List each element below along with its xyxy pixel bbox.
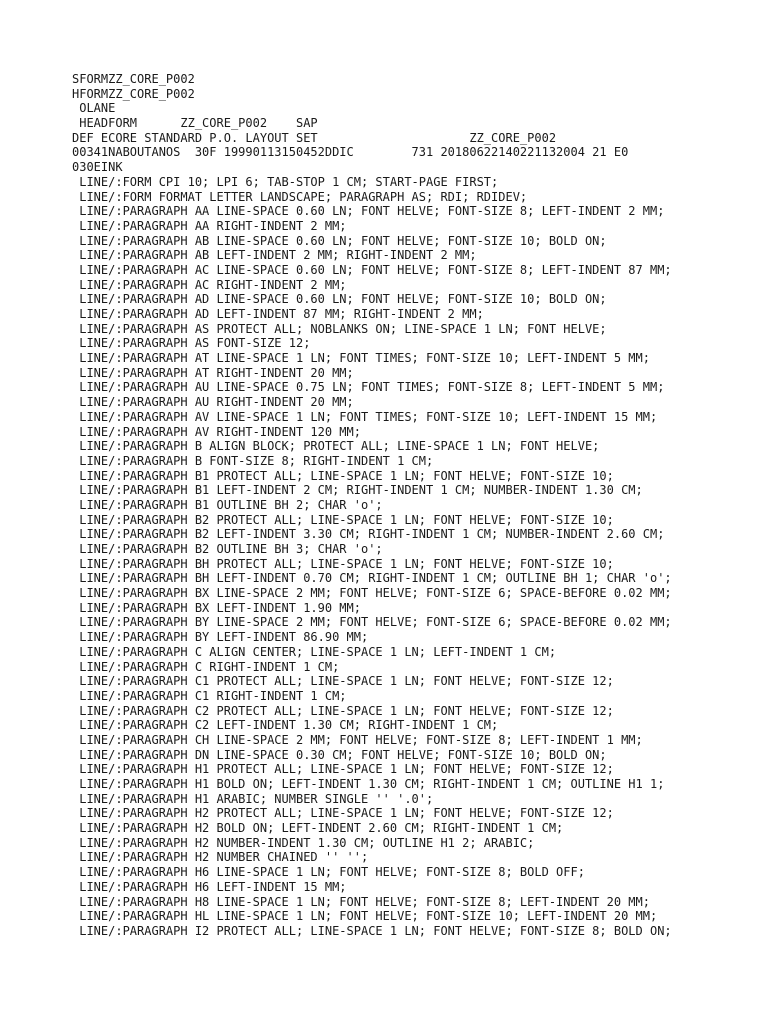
document-line: LINE/:PARAGRAPH AA RIGHT-INDENT 2 MM;: [72, 218, 347, 233]
document-line: LINE/:PARAGRAPH BY LINE-SPACE 2 MM; FONT HELVE; FONT-SIZE 6; SPACE-BEFORE 0.02 MM;: [72, 615, 672, 630]
document-line: LINE/:PARAGRAPH C RIGHT-INDENT 1 CM;: [72, 659, 340, 674]
document-line: LINE/:PARAGRAPH AD LEFT-INDENT 87 MM; RIGHT-INDENT 2 MM;: [72, 307, 484, 321]
document-line: LINE/:PARAGRAPH C ALIGN CENTER; LINE-SPACE 1 LN; LEFT-INDENT 1 CM;: [72, 644, 557, 659]
document-line: LINE/:PARAGRAPH BX LINE-SPACE 2 MM; FONT HELVE; FONT-SIZE 6; SPACE-BEFORE 0.02 MM;: [72, 586, 672, 601]
document-line: LINE/:PARAGRAPH AB LINE-SPACE 0.60 LN; FONT HELVE; FONT-SIZE 10; BOLD ON;: [72, 233, 607, 248]
document-line: LINE/:PARAGRAPH CH LINE-SPACE 2 MM; FONT HELVE; FONT-SIZE 8; LEFT-INDENT 1 MM;: [72, 732, 643, 747]
document-line: LINE/:PARAGRAPH B FONT-SIZE 8; RIGHT-INDENT 1 CM;: [72, 453, 434, 468]
document-line: LINE/:PARAGRAPH H2 PROTECT ALL; LINE-SPACE 1 LN; FONT HELVE; FONT-SIZE 12;: [72, 806, 614, 821]
document-line: LINE/:PARAGRAPH H6 LEFT-INDENT 15 MM;: [72, 879, 347, 894]
document-line: LINE/:PARAGRAPH B1 LEFT-INDENT 2 CM; RIGHT-INDENT 1 CM; NUMBER-INDENT 1.30 CM;: [72, 483, 643, 498]
document-line: LINE/:PARAGRAPH B ALIGN BLOCK; PROTECT ALL; LINE-SPACE 1 LN; FONT HELVE;: [72, 439, 600, 454]
document-line: DEF ECORE STANDARD P.O. LAYOUT SET ZZ_CORE_P002: [72, 130, 557, 145]
document-line: LINE/:PARAGRAPH C2 LEFT-INDENT 1.30 CM; RIGHT-INDENT 1 CM;: [72, 718, 499, 733]
document-line: LINE/:PARAGRAPH B2 PROTECT ALL; LINE-SPACE 1 LN; FONT HELVE; FONT-SIZE 10;: [72, 512, 614, 527]
document-line: LINE/:PARAGRAPH H1 BOLD ON; LEFT-INDENT 1.30 CM; RIGHT-INDENT 1 CM; OUTLINE H1 1;: [72, 777, 665, 791]
document-line: 00341NABOUTANOS 30F 19990113150452DDIC 731 20180622140221132004 21 E0: [72, 145, 629, 160]
document-line: LINE/:PARAGRAPH DN LINE-SPACE 0.30 CM; FONT HELVE; FONT-SIZE 10; BOLD ON;: [72, 747, 607, 762]
document-line: LINE/:PARAGRAPH AU LINE-SPACE 0.75 LN; FONT TIMES; FONT-SIZE 8; LEFT-INDENT 5 MM;: [72, 380, 665, 395]
document-line: 030EINK: [72, 160, 123, 175]
document-line: HEADFORM ZZ_CORE_P002 SAP: [72, 116, 318, 131]
document-line: LINE/:PARAGRAPH C1 PROTECT ALL; LINE-SPACE 1 LN; FONT HELVE; FONT-SIZE 12;: [72, 674, 614, 689]
document-line: LINE/:PARAGRAPH AA LINE-SPACE 0.60 LN; FONT HELVE; FONT-SIZE 8; LEFT-INDENT 2 MM;: [72, 204, 665, 219]
document-line: SFORMZZ_CORE_P002: [72, 72, 195, 86]
document-line: HFORMZZ_CORE_P002: [72, 86, 195, 101]
document-line: LINE/:PARAGRAPH AV RIGHT-INDENT 120 MM;: [72, 424, 361, 439]
document-line: LINE/:PARAGRAPH H1 ARABIC; NUMBER SINGLE '' '.0';: [72, 791, 434, 806]
document-line: LINE/:PARAGRAPH H2 NUMBER-INDENT 1.30 CM; OUTLINE H1 2; ARABIC;: [72, 835, 535, 850]
document-line: LINE/:PARAGRAPH AS FONT-SIZE 12;: [72, 336, 311, 351]
document-line: LINE/:PARAGRAPH C1 RIGHT-INDENT 1 CM;: [72, 688, 347, 703]
document-line: LINE/:PARAGRAPH HL LINE-SPACE 1 LN; FONT HELVE; FONT-SIZE 10; LEFT-INDENT 20 MM;: [72, 909, 658, 924]
document-line: LINE/:PARAGRAPH AT LINE-SPACE 1 LN; FONT TIMES; FONT-SIZE 10; LEFT-INDENT 5 MM;: [72, 351, 650, 366]
document-line: LINE/:PARAGRAPH BH PROTECT ALL; LINE-SPACE 1 LN; FONT HELVE; FONT-SIZE 10;: [72, 556, 614, 571]
document-line: LINE/:PARAGRAPH B1 PROTECT ALL; LINE-SPACE 1 LN; FONT HELVE; FONT-SIZE 10;: [72, 468, 614, 483]
document-line: LINE/:FORM FORMAT LETTER LANDSCAPE; PARAGRAPH AS; RDI; RDIDEV;: [72, 189, 528, 204]
document-line: LINE/:PARAGRAPH H6 LINE-SPACE 1 LN; FONT HELVE; FONT-SIZE 8; BOLD OFF;: [72, 865, 585, 880]
document-line: LINE/:PARAGRAPH AS PROTECT ALL; NOBLANKS ON; LINE-SPACE 1 LN; FONT HELVE;: [72, 321, 607, 336]
document-page: [72, 72, 712, 939]
document-line: LINE/:PARAGRAPH H2 NUMBER CHAINED '' '';: [72, 850, 369, 865]
document-line: LINE/:PARAGRAPH AU RIGHT-INDENT 20 MM;: [72, 395, 354, 410]
document-line: LINE/:PARAGRAPH AC LINE-SPACE 0.60 LN; FONT HELVE; FONT-SIZE 8; LEFT-INDENT 87 MM;: [72, 262, 672, 277]
document-line: LINE/:PARAGRAPH C2 PROTECT ALL; LINE-SPACE 1 LN; FONT HELVE; FONT-SIZE 12;: [72, 703, 614, 718]
document-line: LINE/:PARAGRAPH H8 LINE-SPACE 1 LN; FONT HELVE; FONT-SIZE 8; LEFT-INDENT 20 MM;: [72, 894, 650, 909]
document-line: LINE/:PARAGRAPH AT RIGHT-INDENT 20 MM;: [72, 365, 354, 380]
document-line: LINE/:PARAGRAPH B2 OUTLINE BH 3; CHAR 'o';: [72, 542, 383, 556]
document-line: LINE/:PARAGRAPH I2 PROTECT ALL; LINE-SPACE 1 LN; FONT HELVE; FONT-SIZE 8; BOLD ON;: [72, 923, 672, 938]
document-line: LINE/:PARAGRAPH B1 OUTLINE BH 2; CHAR 'o';: [72, 497, 383, 512]
document-line: LINE/:FORM CPI 10; LPI 6; TAB-STOP 1 CM; START-PAGE FIRST;: [72, 174, 499, 189]
document-line: LINE/:PARAGRAPH B2 LEFT-INDENT 3.30 CM; RIGHT-INDENT 1 CM; NUMBER-INDENT 2.60 CM;: [72, 527, 665, 542]
document-line: LINE/:PARAGRAPH H2 BOLD ON; LEFT-INDENT 2.60 CM; RIGHT-INDENT 1 CM;: [72, 821, 564, 836]
document-line: LINE/:PARAGRAPH AB LEFT-INDENT 2 MM; RIGHT-INDENT 2 MM;: [72, 248, 477, 263]
document-line: LINE/:PARAGRAPH AV LINE-SPACE 1 LN; FONT TIMES; FONT-SIZE 10; LEFT-INDENT 15 MM;: [72, 409, 658, 424]
document-line: LINE/:PARAGRAPH BY LEFT-INDENT 86.90 MM;: [72, 630, 369, 645]
document-line: LINE/:PARAGRAPH AD LINE-SPACE 0.60 LN; FONT HELVE; FONT-SIZE 10; BOLD ON;: [72, 292, 607, 307]
document-line: LINE/:PARAGRAPH H1 PROTECT ALL; LINE-SPACE 1 LN; FONT HELVE; FONT-SIZE 12;: [72, 762, 614, 777]
document-line: LINE/:PARAGRAPH BH LEFT-INDENT 0.70 CM; RIGHT-INDENT 1 CM; OUTLINE BH 1; CHAR 'o';: [72, 571, 672, 586]
document-line: LINE/:PARAGRAPH AC RIGHT-INDENT 2 MM;: [72, 277, 347, 292]
document-line: OLANE: [72, 101, 116, 116]
document-line: LINE/:PARAGRAPH BX LEFT-INDENT 1.90 MM;: [72, 600, 361, 615]
